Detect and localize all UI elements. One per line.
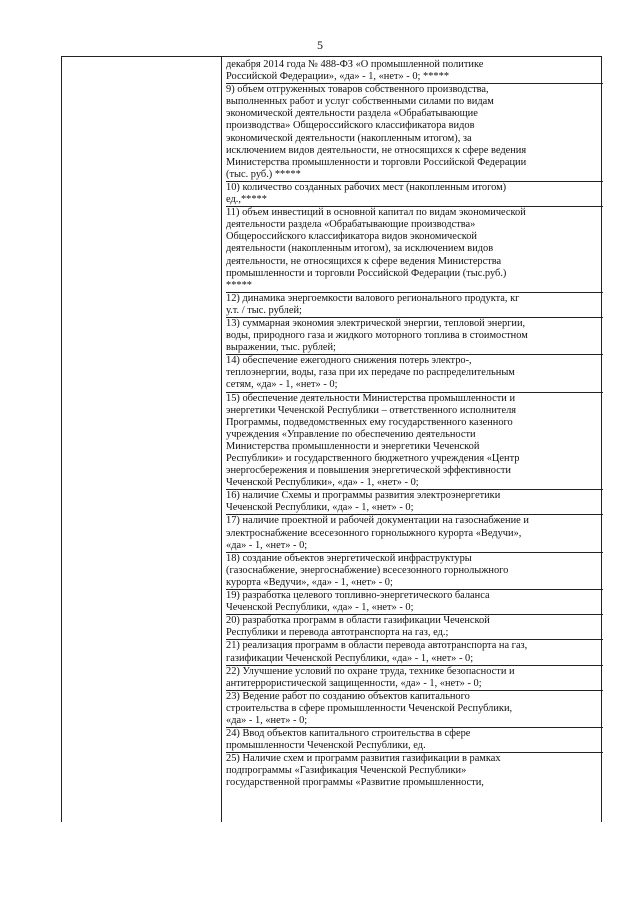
indicator-item: [226, 318, 603, 355]
indicator-line: 14) обеспечение ежегодного снижения потерь электро-,: [226, 355, 472, 367]
indicator-line: Министерства промышленности и энергетики Чеченской: [226, 440, 480, 452]
indicator-item: [226, 293, 603, 318]
indicator-line: электроснабжение всесезонного горнолыжного курорта «Ведучи»,: [226, 527, 522, 539]
indicator-line: теплоэнергии, воды, газа при их передаче по распределительным: [226, 367, 515, 379]
column-divider: [221, 57, 222, 822]
indicator-item: [226, 84, 603, 182]
indicator-line: Министерства промышленности и торговли Российской Федерации: [226, 156, 527, 168]
indicator-line: промышленности и торговли Российской Федерации (тыс.руб.): [226, 267, 507, 279]
indicator-line: у.т. / тыс. рублей;: [226, 304, 302, 316]
indicator-line: промышленности Чеченской Республики, ед.: [226, 740, 426, 752]
indicator-item: [226, 753, 603, 789]
indicator-item: [226, 515, 603, 552]
indicator-item: [226, 728, 603, 753]
indicator-line: сетям, «да» - 1, «нет» - 0;: [226, 379, 338, 391]
indicator-line: 21) реализация программ в области перевода автотранспорта на газ,: [226, 640, 528, 652]
indicator-line: деятельности раздела «Обрабатывающие производства»: [226, 219, 476, 231]
indicator-item: [226, 355, 603, 392]
indicator-line: 12) динамика энергоемкости валового регионального продукта, кг: [226, 292, 520, 304]
indicator-line: производства» Общероссийского классификатора видов: [226, 120, 475, 132]
indicator-item: [226, 590, 603, 615]
indicator-line: (тыс. руб.) *****: [226, 168, 301, 180]
indicator-item: [226, 393, 603, 491]
indicator-item: [226, 640, 603, 665]
indicators-table: [61, 56, 602, 822]
indicator-line: 11) объем инвестиций в основной капитал по видам экономической: [226, 207, 526, 219]
indicator-line: 15) обеспечение деятельности Министерства промышленности и: [226, 392, 516, 404]
indicator-line: Республики» и государственного бюджетного учреждения «Центр: [226, 453, 520, 464]
indicator-item: [226, 490, 603, 515]
indicator-line: антитеррористической защищенности, «да» - 1, «нет» - 0;: [226, 677, 482, 689]
indicator-line: курорта «Ведучи», «да» - 1, «нет» - 0;: [226, 576, 393, 588]
indicator-item: [226, 666, 603, 691]
indicator-line: 9) объем отгруженных товаров собственного производства,: [226, 84, 489, 96]
indicator-line: 20) разработка программ в области газификации Чеченской: [226, 615, 490, 627]
indicator-line: 10) количество созданных рабочих мест (накопленным итогом): [226, 181, 507, 193]
page-number: 5: [317, 38, 323, 52]
indicator-item: [226, 207, 603, 293]
indicator-line: экономической деятельности раздела «Обрабатывающие: [226, 108, 478, 120]
indicator-line: 17) наличие проектной и рабочей документации на газоснабжение и: [226, 515, 529, 527]
indicator-line: 16) наличие Схемы и программы развития электроэнергетики: [226, 490, 501, 502]
indicator-line: «да» - 1, «нет» - 0;: [226, 714, 308, 726]
indicator-line: энергетики Чеченской Республики – ответственного исполнителя: [226, 404, 517, 416]
indicators-list: [226, 59, 600, 790]
indicator-line: строительства в сфере промышленности Чеченской Республики,: [226, 702, 513, 714]
indicator-line: подпрограммы «Газификация Чеченской Республики»: [226, 765, 467, 777]
indicator-item: [226, 615, 603, 640]
indicator-line: «да» - 1, «нет» - 0;: [226, 539, 308, 551]
indicator-line: 23) Ведение работ по созданию объектов капитального: [226, 690, 470, 702]
indicator-item: [226, 691, 603, 728]
indicator-item: [226, 553, 603, 590]
indicator-line: 25) Наличие схем и программ развития газификации в рамках: [226, 753, 501, 765]
indicator-line: 22) Улучшение условий по охране труда, технике безопасности и: [226, 665, 515, 677]
indicator-line: деятельности, не относящихся к сфере ведения Министерства: [226, 255, 502, 267]
indicator-line: Общероссийского классификатора видов экономической: [226, 231, 477, 243]
indicator-line: *****: [226, 279, 252, 291]
indicator-line: учреждения «Управление по обеспечению деятельности: [226, 428, 476, 440]
indicator-line: выполненных работ и услуг собственными силами по видам: [226, 96, 494, 108]
indicator-line: Республики и перевода автотранспорта на газ, ед.;: [226, 627, 449, 639]
indicator-line: Российской Федерации», «да» - 1, «нет» - 0; *****: [226, 71, 450, 83]
indicator-line: 13) суммарная экономия электрической энергии, тепловой энергии,: [226, 317, 526, 329]
indicator-line: Программы, подведомственных ему государственного казенного: [226, 416, 513, 428]
indicator-line: Чеченской Республики, «да» - 1, «нет» - 0;: [226, 502, 414, 514]
indicator-line: энергосбережения и повышения энергетической эффективности: [226, 465, 511, 477]
indicator-line: декабря 2014 года № 488-ФЗ «О промышленной политике: [226, 59, 484, 70]
indicator-line: Чеченской Республики», «да» - 1, «нет» - 0;: [226, 477, 419, 489]
indicator-line: (газоснабжение, энергоснабжение) всесезонного горнолыжного: [226, 564, 509, 576]
indicator-item: [226, 182, 603, 207]
indicator-line: Чеченской Республики, «да» - 1, «нет» - 0;: [226, 602, 414, 614]
indicator-line: экономической деятельности (накопленным итогом), за: [226, 132, 472, 144]
indicator-line: государственной программы «Развитие промышленности,: [226, 777, 484, 789]
indicator-line: деятельности (накопленным итогом), за исключением видов: [226, 243, 494, 255]
indicator-item: [226, 59, 603, 84]
indicator-line: выражении, тыс. рублей;: [226, 342, 336, 354]
indicator-line: ед.,*****: [226, 194, 267, 206]
indicator-line: воды, природного газа и жидкого моторного топлива в стоимостном: [226, 330, 528, 342]
indicator-line: 18) создание объектов энергетической инфраструктуры: [226, 552, 472, 564]
indicator-line: исключением видов деятельности, не относящихся к сфере ведения: [226, 144, 527, 156]
indicator-line: 19) разработка целевого топливно-энергетического баланса: [226, 590, 490, 602]
indicator-line: газификации Чеченской Республики, «да» - 1, «нет» - 0;: [226, 652, 474, 664]
indicator-line: 24) Ввод объектов капитального строительства в сфере: [226, 728, 471, 740]
